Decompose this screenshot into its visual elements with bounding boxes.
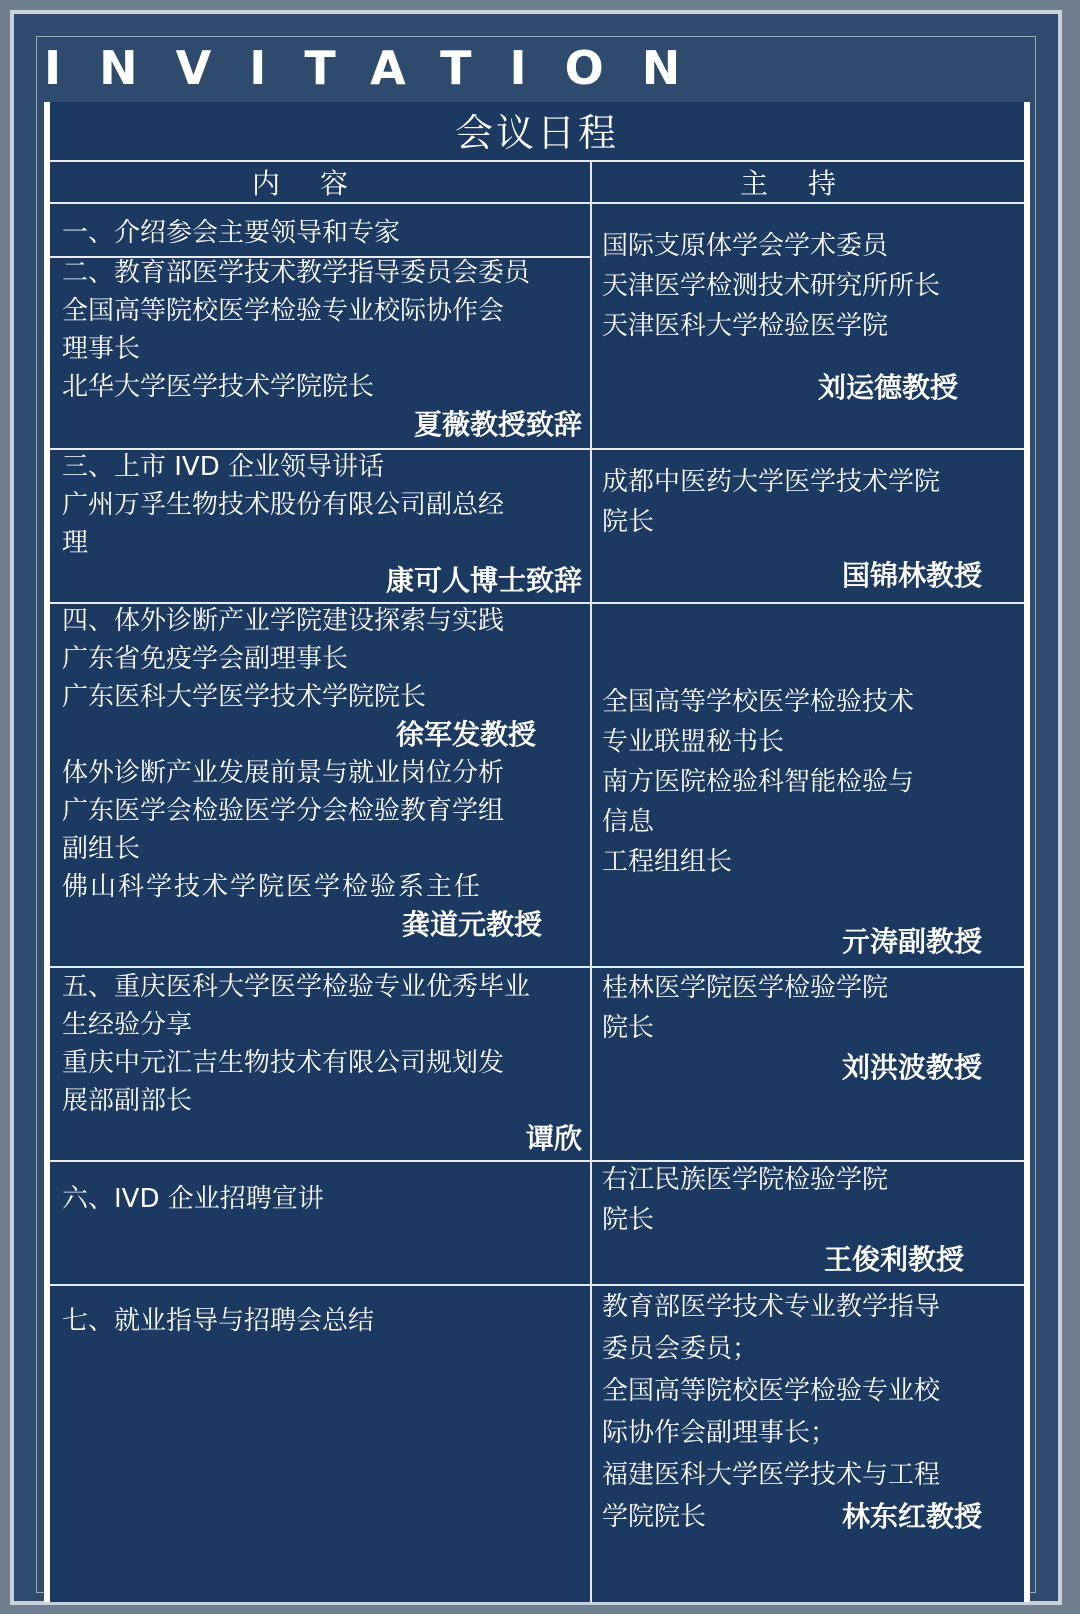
row-1-content: [62, 214, 582, 252]
host-name: 亓涛副教授: [841, 925, 982, 958]
item-text: 北华大学医学技术学院院长: [62, 372, 375, 402]
item-text: 全国高等院校医学检验专业校际协作会: [62, 296, 505, 326]
row-7-content: [62, 1302, 582, 1340]
row-5-host: [602, 968, 982, 1088]
item-text: 广东医学会检验医学分会检验教育学组: [62, 796, 505, 826]
grid-line: [50, 160, 1024, 162]
host-text: 院长: [602, 1205, 655, 1235]
speaker-name: 徐军发教授: [395, 718, 536, 751]
item-text: 理: [62, 528, 89, 558]
host-text: 际协作会副理事长；: [602, 1418, 837, 1448]
host-text: 天津医学检测技术研究所所长: [602, 271, 941, 301]
host-text: 南方医院检验科智能检验与: [602, 767, 915, 797]
host-name: 王俊利教授: [823, 1243, 964, 1276]
item-text: 三、上市 IVD 企业领导讲话: [62, 452, 385, 482]
item-text: 理事长: [62, 334, 141, 364]
item-text: 重庆中元汇吉生物技术有限公司规划发: [62, 1048, 505, 1078]
host-text: 桂林医学院医学检验学院: [602, 973, 889, 1003]
host-name: 刘运德教授: [817, 371, 958, 404]
item-text: 六、IVD 企业招聘宣讲: [62, 1184, 324, 1214]
item-text: 四、体外诊断产业学院建设探索与实践: [62, 606, 505, 636]
speaker-name: 龚道元教授: [401, 908, 542, 941]
host-text: 教育部医学技术专业教学指导: [602, 1292, 941, 1322]
host-text: 学院院长: [602, 1502, 707, 1532]
row-6-host: [602, 1160, 982, 1280]
row-4-host: [602, 682, 982, 962]
row-3-host: [602, 462, 982, 596]
item-text: 广东省免疫学会副理事长: [62, 644, 349, 674]
host-text: 天津医科大学检验医学院: [602, 311, 889, 341]
host-text: 福建医科大学医学技术与工程: [602, 1460, 941, 1490]
host-last-line: [602, 1496, 982, 1538]
item-text: 副组长: [62, 834, 141, 864]
host-name: 刘洪波教授: [841, 1051, 982, 1084]
column-divider: [590, 162, 592, 1602]
row-2-content: [62, 254, 582, 444]
invitation-title: INVITATION: [44, 41, 719, 95]
item-text: 佛山科学技术学院医学检验系主任: [62, 872, 483, 902]
speaker-name: 康可人博士致辞: [385, 564, 582, 597]
host-text: 院长: [602, 507, 655, 537]
row-6-content: [62, 1180, 582, 1218]
host-text: 委员会委员；: [602, 1334, 759, 1364]
schedule-table: [44, 102, 1030, 1602]
speaker-name: 谭欣: [525, 1122, 582, 1155]
row-7-host: [602, 1286, 982, 1538]
item-text: 一、介绍参会主要领导和专家: [62, 218, 401, 248]
row-5-content: [62, 968, 582, 1158]
item-text: 七、就业指导与招聘会总结: [62, 1306, 375, 1336]
speaker-name: 夏薇教授致辞: [413, 408, 582, 441]
item-text: 五、重庆医科大学医学检验专业优秀毕业: [62, 972, 531, 1002]
row-1-host: [602, 226, 982, 408]
row-4-content: [62, 602, 582, 944]
host-text: 工程组组长: [602, 847, 733, 877]
item-text: 展部副部长: [62, 1086, 193, 1116]
host-name: 国锦林教授: [841, 559, 982, 592]
host-text: 信息: [602, 807, 655, 837]
schedule-title: 会议日程: [454, 111, 619, 155]
host-text: 成都中医药大学医学技术学院: [602, 467, 941, 497]
host-text: 国际支原体学会学术委员: [602, 231, 889, 261]
column-header-content: 内容: [251, 167, 388, 200]
item-text: 体外诊断产业发展前景与就业岗位分析: [62, 758, 505, 788]
host-text: 全国高等学校医学检验技术: [602, 687, 915, 717]
host-name: 林东红教授: [841, 1500, 982, 1533]
host-text: 院长: [602, 1013, 655, 1043]
host-text: 右江民族医学院检验学院: [602, 1165, 889, 1195]
column-header-host: 主持: [739, 167, 876, 200]
item-text: 二、教育部医学技术教学指导委员会委员: [62, 258, 531, 288]
row-3-content: [62, 448, 582, 600]
host-text: 全国高等院校医学检验专业校: [602, 1376, 941, 1406]
item-text: 生经验分享: [62, 1010, 193, 1040]
item-text: 广东医科大学医学技术学院院长: [62, 682, 427, 712]
host-text: 专业联盟秘书长: [602, 727, 785, 757]
item-text: 广州万孚生物技术股份有限公司副总经: [62, 490, 505, 520]
